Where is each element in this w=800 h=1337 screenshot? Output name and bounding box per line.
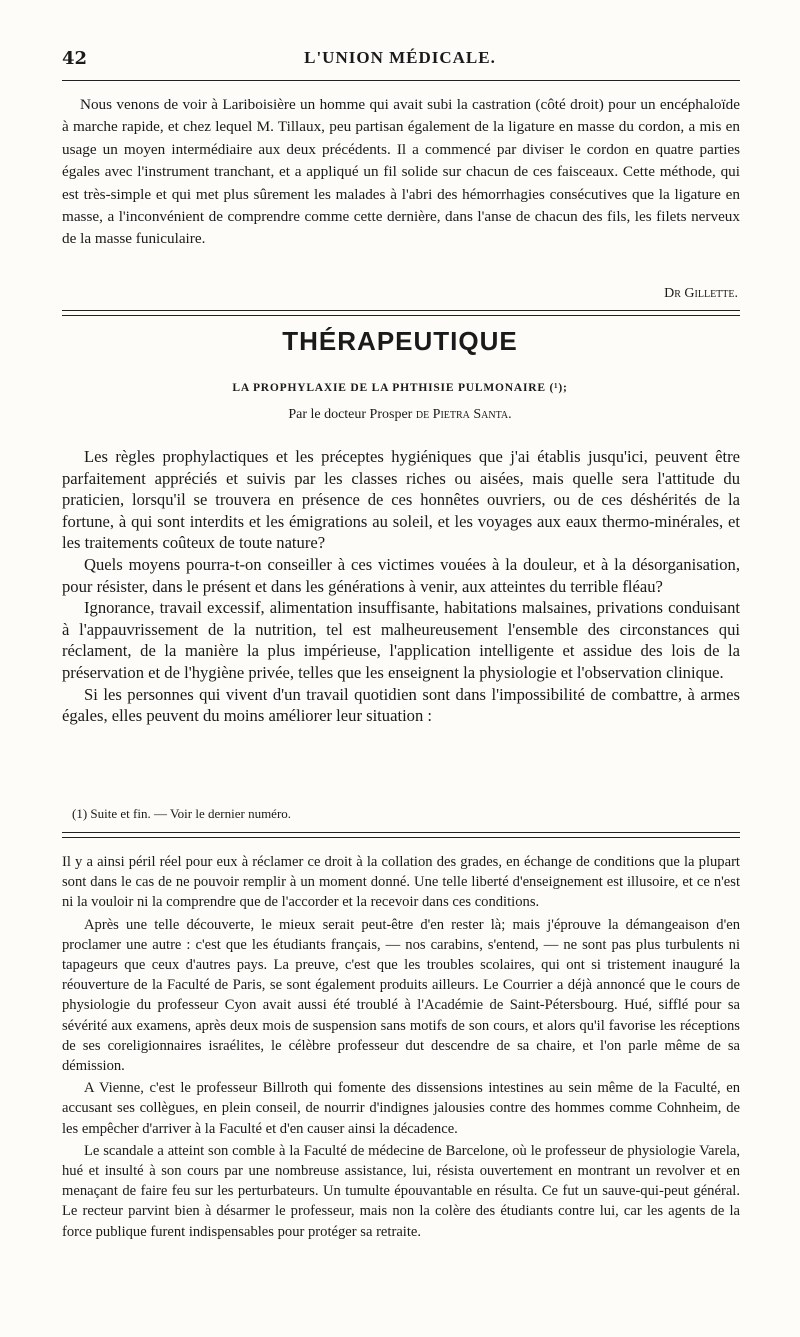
feuilleton-body: [62, 852, 740, 1244]
section-title: THÉRAPEUTIQUE: [282, 326, 518, 356]
feuilleton-divider: [62, 832, 740, 838]
page-header: [62, 42, 738, 76]
article-paragraph: Les règles prophylactiques et les préceptes hygiéniques que j'ai établis jusqu'ici, peuvent être parfaitement appréciés et suivis par les classes riches ou aisées, mais quelle sera l'attitude du praticien, lorsqu'il se trouvera en présence de ces honnêtes ouvriers, ou de ces déshérités de la fortune, à qui sont interdits et les émigrations au soleil, et les voyages aux eaux thermo-minérales, et les traitements coûteux de toute nature?: [62, 447, 740, 553]
byline-prefix: Par le docteur Prosper: [288, 407, 413, 422]
article-paragraph: Ignorance, travail excessif, alimentation insuffisante, habitations malsaines, privations conduisant à l'appauvrissement de la nutrition, tel est malheureusement l'ensemble des circonstances qui réclament, de la manière la plus impérieuse, l'application intelligente et assidue des lois de la préservation et de l'hygiène privée, telles que les enseignent la physiologie et l'observation clinique.: [62, 598, 740, 682]
intro-paragraph: Nous venons de voir à Lariboisière un homme qui avait subi la castration (côté droit) pour un encéphaloïde à marche rapide, et chez lequel M. Tillaux, peu partisan également de la ligature en masse du cordon, a mis en usage un moyen intermédiaire aux deux précédents. Il a commencé par diviser le cordon en quatre parties égales avec l'instrument tranchant, et a appliqué un fil solide sur chacun de ces faisceaux. Cette méthode, qui est très-simple et qui met plus sûrement les malades à l'abri des hémorrhagies consécutives que la ligature en masse, a l'inconvénient de comprendre comme cette dernière, dans l'anse de chacun des fils, les filets nerveux de la masse funiculaire.: [62, 96, 740, 248]
article-title: LA PROPHYLAXIE DE LA PHTHISIE PULMONAIRE (¹);: [232, 382, 568, 394]
article-paragraph: Si les personnes qui vivent d'un travail quotidien sont dans l'impossibilité de combattre, à armes égales, elles peuvent du moins améliorer leur situation :: [62, 684, 740, 726]
article-byline: [0, 407, 800, 423]
feuilleton-paragraph: A Vienne, c'est le professeur Billroth qui fomente des dissensions intestines au sein même de la Faculté, en accusant ses collègues, en plein conseil, de nourrir d'indignes jalousies contre des hommes comme Cohnheim, de les empêcher d'arriver à la Faculté et d'en causer ainsi la décadence.: [62, 1080, 740, 1137]
header-rule: [62, 80, 740, 81]
article-paragraph: Quels moyens pourra-t-on conseiller à ces victimes vouées à la douleur, et à la désorganisation, pour résister, dans le présent et dans les générations à venir, aux atteintes du terrible fléau?: [62, 554, 740, 596]
author-signature: Dr Gillette.: [664, 286, 738, 301]
section-divider: [62, 310, 740, 316]
byline-author: de Pietra Santa.: [415, 407, 512, 422]
feuilleton-paragraph: Le scandale a atteint son comble à la Faculté de médecine de Barcelone, où le professeur de physiologie Varela, hué et insulté à son cours par une nombreuse assistance, lui, résista ouvertement en montrant un revolver et en menaçant de faire feu sur les perturbateurs. Un tumulte épouvantable en résulta. Ce fut un sauve-qui-peut général. Le recteur parvint bien à désarmer le professeur, mais non la colère des étudiants contre lui, car les agents de la force publique furent indispensables pour protéger sa retraite.: [62, 1142, 740, 1240]
running-title: L'UNION MÉDICALE.: [304, 48, 496, 67]
footnote: (1) Suite et fin. — Voir le dernier numéro.: [72, 806, 292, 821]
page-number: 42: [62, 48, 88, 69]
article-body: [62, 446, 740, 727]
feuilleton-paragraph: Après une telle découverte, le mieux serait peut-être d'en rester là; mais j'éprouve la démangeaison d'en proclamer une autre : c'est que les étudiants français, — nos carabins, s'entend, — ne sont pas plus turbulents ni tapageurs que ceux d'autres pays. La preuve, c'est que les troubles scolaires, qui ont si tristement inauguré la réouverture de la Faculté de Paris, se sont également produits ailleurs. Le Courrier a déjà annoncé que le cours de physiologie du professeur Cyon avait aussi été troublé à l'Académie de Saint-Pétersbourg. Hué, sifflé pour sa sévérité aux examens, après deux mois de suspension sans motifs de son cours, et alors qu'il favorise les réceptions de ses coreligionnaires israélites, le célèbre professeur dut descendre de sa chaire, et l'on parle même de sa démission.: [62, 916, 740, 1075]
feuilleton-paragraph: Il y a ainsi péril réel pour eux à réclamer ce droit à la collation des grades, en échange de conditions que la plupart sont dans le cas de ne pouvoir remplir à un moment donné. Une telle liberté d'enseignement est illusoire, et ce n'est ni la vouloir ni la comprendre que de l'accorder et la recevoir dans ces conditions.: [62, 854, 740, 911]
